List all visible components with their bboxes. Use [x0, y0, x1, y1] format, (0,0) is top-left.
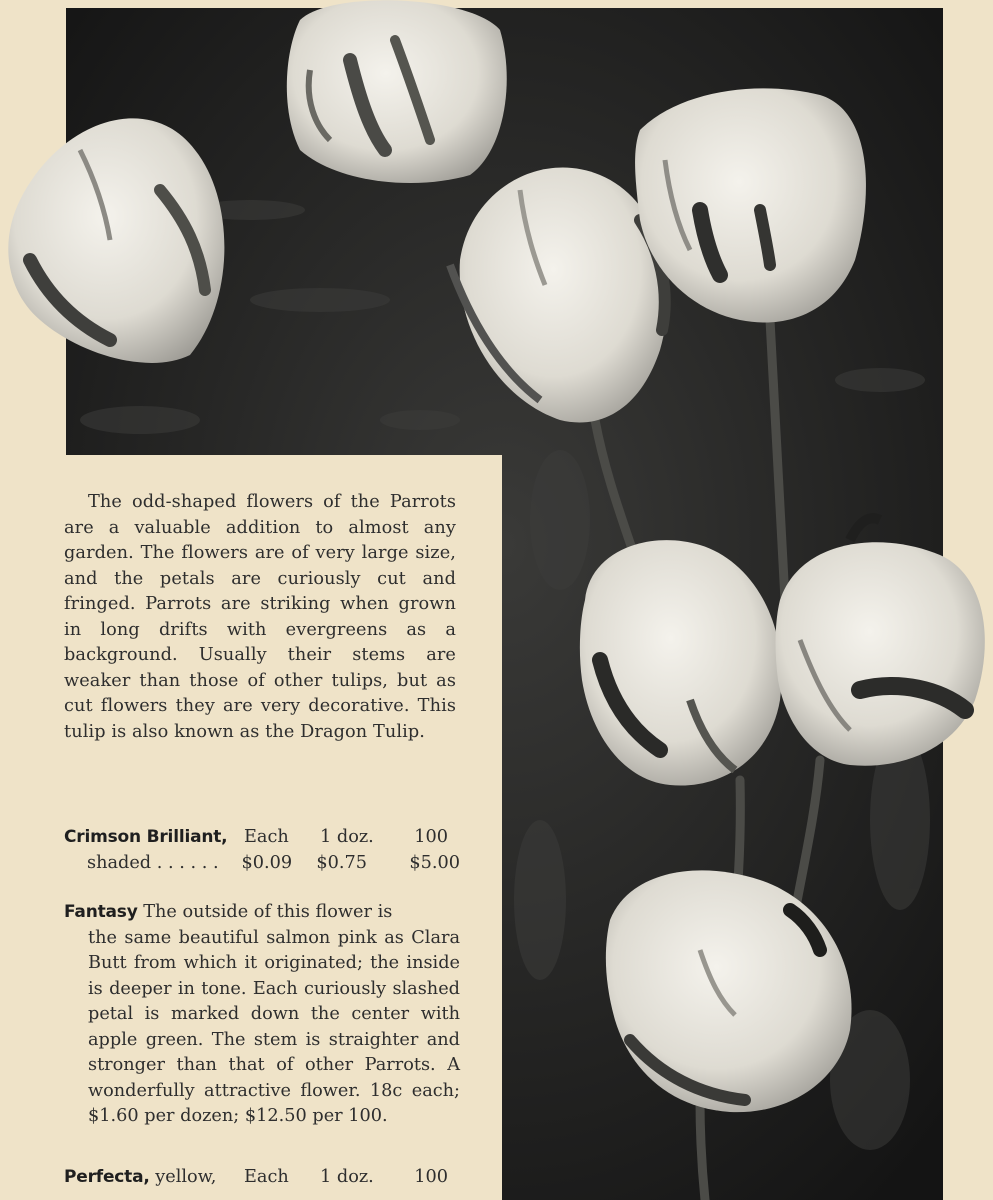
dozen-label: 1 doz. — [320, 1167, 374, 1187]
fantasy-description: the same beautiful salmon pink as Clara Butt from which it originated; the inside is deeper in tone. Each curiously slashed petal is marked down the center with apple green. The stem is straighter and stronger than that of other Parrots. A wonderfully attractive flower. 18c each; $1.60 per dozen; $12.50 per 100. — [88, 927, 460, 1126]
perfecta-entry — [64, 1165, 460, 1191]
hundred-price: $5.00 — [409, 852, 460, 873]
dozen-label: 1 doz. — [320, 827, 374, 847]
dozen-price: $0.75 — [316, 852, 367, 873]
perfecta-header-row — [64, 1165, 460, 1191]
each-label: Each — [244, 1167, 289, 1187]
fantasy-line1: The outside of this flower is — [143, 902, 393, 922]
variety-name: Perfecta, — [64, 1167, 150, 1187]
fantasy-entry — [64, 900, 460, 1130]
perfecta-title — [64, 1165, 244, 1191]
hundred-label: 100 — [414, 1167, 448, 1187]
variety-subtitle: shaded . . . . . . — [87, 852, 219, 873]
crimson-brilliant-entry — [64, 825, 460, 876]
variety-name: Crimson Brilliant, — [64, 827, 228, 847]
hundred-label: 100 — [414, 827, 448, 847]
variety-name: Fantasy — [64, 902, 138, 922]
description-panel — [42, 455, 502, 1200]
fantasy-first-line — [64, 900, 460, 926]
variety-color: yellow, — [155, 1167, 217, 1187]
crimson-header-row — [64, 825, 460, 851]
each-price: $0.09 — [241, 852, 293, 873]
crimson-price-row — [64, 851, 460, 877]
intro-paragraph: The odd-shaped flowers of the Parrots are a valuable addition to almost any garden. The flowers are of very large size, and the petals are curiously cut and fringed. Parrots are striking when grown in long drifts with evergreens as a background. Usually their stems are weaker than those of other tulips, but as cut flowers they are very decorative. This tulip is also known as the Dragon Tulip. — [64, 492, 456, 742]
each-label: Each — [244, 827, 289, 847]
